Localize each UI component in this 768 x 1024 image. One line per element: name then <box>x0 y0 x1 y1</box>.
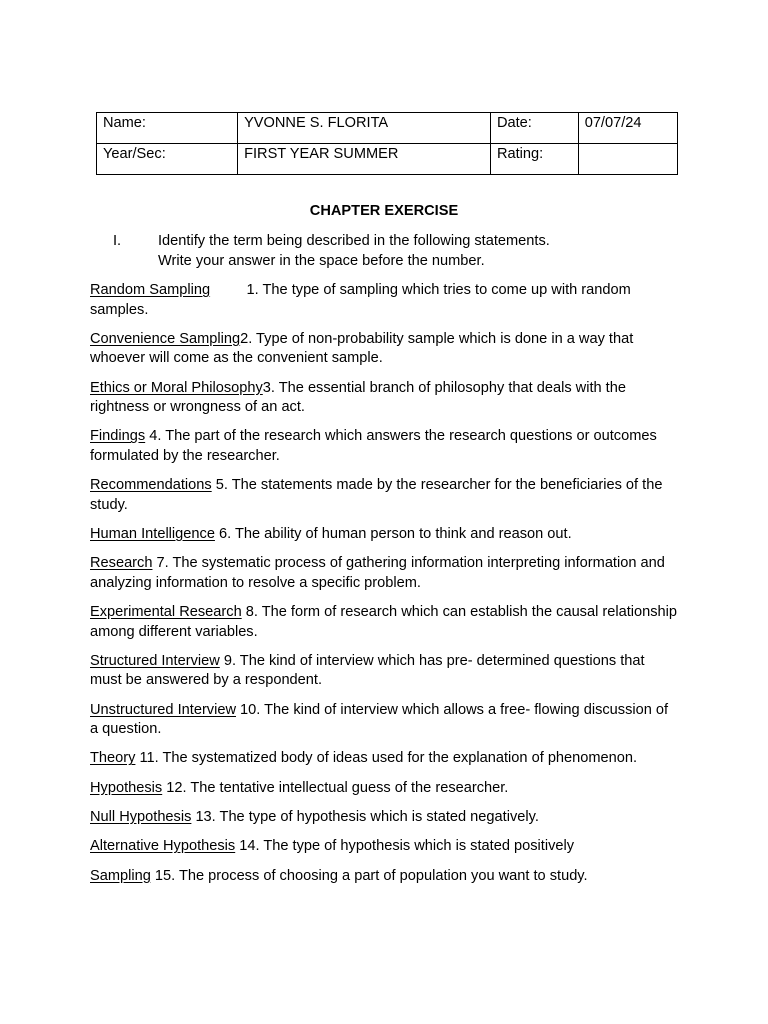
statement-text: 7. The systematic process of gathering information interpreting information and analyzing information to resolve a specific problem. <box>90 555 665 591</box>
statement-text: 11. The systematized body of ideas used for the explanation of phenomenon. <box>135 750 638 767</box>
name-value: YVONNE S. FLORITA <box>238 113 491 144</box>
statement-text: 10. The kind of interview which allows a free- flowing discussion of a question. <box>90 701 669 738</box>
list-item <box>90 330 680 369</box>
statement-text: 15. The process of choosing a part of population you want to study. <box>150 867 588 884</box>
answer-text: Research <box>90 555 153 572</box>
list-item <box>90 427 680 466</box>
statement-text: 3. The essential branch of philosophy that deals with the rightness or wrongness of an act. <box>90 379 626 416</box>
yearsec-label: Year/Sec: <box>97 144 238 175</box>
statement-text: 12. The tentative intellectual guess of the researcher. <box>162 779 509 796</box>
list-item <box>90 603 680 642</box>
answer-text: Structured Interview <box>90 652 220 669</box>
answer-text: Human Intelligence <box>90 525 215 542</box>
list-item <box>90 281 680 320</box>
list-item <box>90 837 680 857</box>
answer-text: Alternative Hypothesis <box>90 838 236 855</box>
section-numeral: I. <box>113 233 122 249</box>
rating-value <box>578 144 677 175</box>
statement-text: 6. The ability of human person to think and reason out. <box>214 525 572 542</box>
statement-text: 13. The type of hypothesis which is stated negatively. <box>191 809 539 826</box>
answer-text: Findings <box>90 428 146 445</box>
table-row <box>97 144 678 175</box>
list-item <box>90 554 680 593</box>
list-item <box>90 476 680 515</box>
yearsec-value: FIRST YEAR SUMMER <box>238 144 491 175</box>
answer-text: Theory <box>90 750 136 767</box>
list-item <box>90 652 680 691</box>
statement-text: 14. The type of hypothesis which is stated positively <box>235 838 575 855</box>
list-item <box>90 525 680 545</box>
answer-text: Hypothesis <box>90 779 163 796</box>
answer-text: Null Hypothesis <box>90 809 192 826</box>
statement-text: 1. The type of sampling which tries to come up with random samples. <box>90 282 631 318</box>
date-label: Date: <box>490 113 578 144</box>
rating-label: Rating: <box>490 144 578 175</box>
answer-text: Experimental Research <box>90 604 242 621</box>
date-value: 07/07/24 <box>578 113 677 144</box>
list-item <box>90 808 680 828</box>
answer-text: Unstructured Interview <box>90 701 236 718</box>
table-row <box>97 113 678 144</box>
student-info-table <box>96 112 678 175</box>
instruction-block <box>113 232 673 271</box>
statement-text: 8. The form of research which can establish the causal relationship among different variables. <box>90 604 678 640</box>
statement-text: 4. The part of the research which answers the research questions or outcomes formulated by the researcher. <box>90 428 657 464</box>
list-item <box>90 701 680 740</box>
answer-text: Random Sampling <box>90 282 211 298</box>
page-title: CHAPTER EXERCISE <box>309 203 459 219</box>
name-label: Name: <box>97 113 238 144</box>
statement-text: 5. The statements made by the researcher for the beneficiaries of the study. <box>90 477 663 513</box>
exercise-items <box>90 281 680 896</box>
answer-text: Ethics or Moral Philosophy <box>90 379 263 396</box>
list-item <box>90 749 680 769</box>
statement-text: 2. Type of non-probability sample which is done in a way that whoever will come as the convenient sample. <box>90 330 634 367</box>
answer-text: Recommendations <box>90 477 212 494</box>
statement-text: 9. The kind of interview which has pre- determined questions that must be answered by a respondent. <box>90 652 645 689</box>
list-item <box>90 779 680 799</box>
answer-text: Convenience Sampling <box>90 330 241 347</box>
list-item <box>90 867 680 887</box>
instruction-line-2: Write your answer in the space before the number. <box>158 252 485 269</box>
instruction-line-1: Identify the term being described in the following statements. <box>158 233 550 249</box>
list-item <box>90 379 680 418</box>
answer-text: Sampling <box>90 867 151 884</box>
